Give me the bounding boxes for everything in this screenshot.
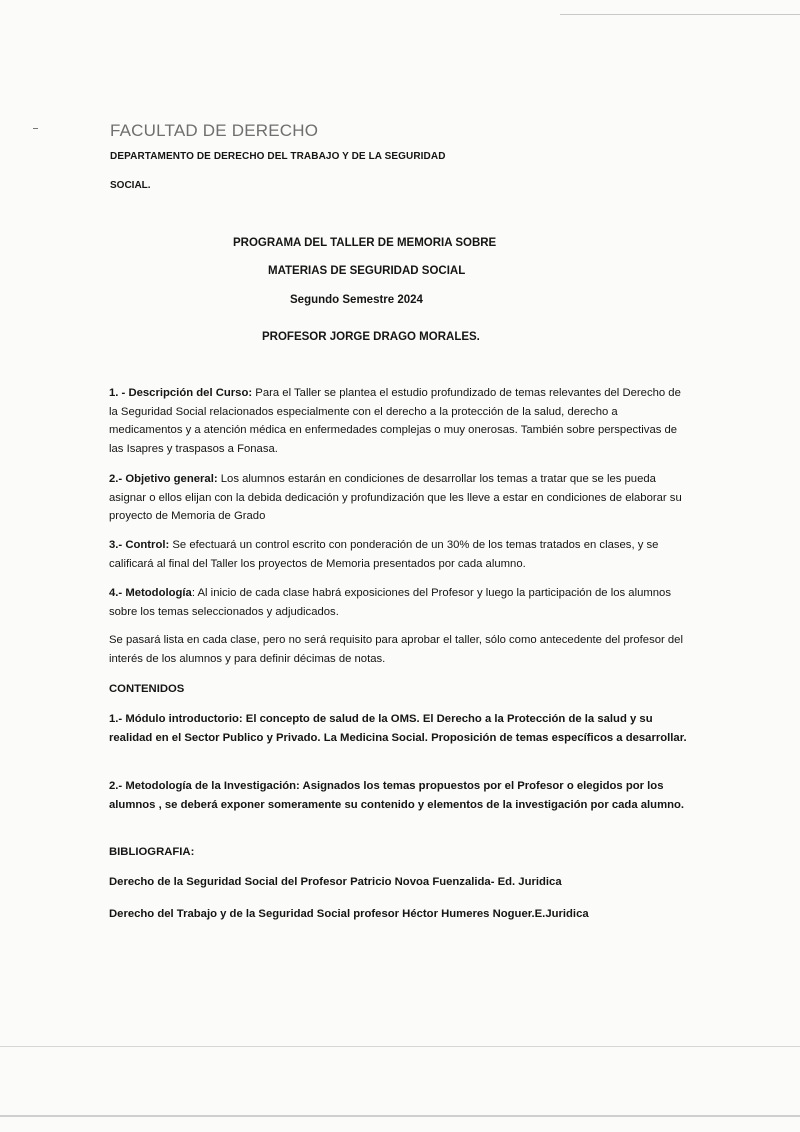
contenido-2: 2.- Metodología de la Investigación: Asignados los temas propuestos por el Profesor o elegidos por los alumnos , se deberá exponer someramente su contenido y elementos de la investigación por cada alumno. (109, 780, 685, 811)
faculty-name: FACULTAD DE DERECHO (110, 121, 319, 140)
section-text: Se efectuará un control escrito con ponderación de un 30% de los temas tratados en clases, y se calificará al final del Taller los proyectos de Memoria presentados por cada alumno. (109, 539, 659, 570)
scan-edge-line (560, 14, 800, 15)
scan-mark (33, 128, 38, 129)
section-text: Los alumnos estarán en condiciones de desarrollar los temas a tratar que se les pueda asignar o ellos elijan con la debida dedicación y profundización que les lleve a estar en condiciones de elaborar su proyecto de Memoria de Grado (109, 473, 682, 522)
section-descripcion (109, 384, 691, 458)
section-label: 4.- Metodología (109, 587, 192, 599)
section-text: : Al inicio de cada clase habrá exposiciones del Profesor y luego la participación de los alumnos sobre los temas seleccionados y adjudicados. (109, 587, 671, 618)
professor-name: PROFESOR JORGE DRAGO MORALES. (262, 331, 480, 343)
attendance-note: Se pasará lista en cada clase, pero no será requisito para aprobar el taller, sólo como antecedente del profesor del interés de los alumnos y para definir décimas de notas. (109, 634, 683, 665)
department-line-1: DEPARTAMENTO DE DERECHO DEL TRABAJO Y DE LA SEGURIDAD (110, 151, 446, 162)
program-title-line-2: MATERIAS DE SEGURIDAD SOCIAL (268, 265, 466, 277)
bibliography-entry-1: Derecho de la Seguridad Social del Profesor Patricio Novoa Fuenzalida- Ed. Juridica (109, 876, 562, 888)
section-metodologia (109, 584, 691, 621)
semester: Segundo Semestre 2024 (290, 294, 423, 306)
contenidos-heading: CONTENIDOS (109, 683, 185, 695)
scan-edge-line (0, 1115, 800, 1117)
section-label: 1. - Descripción del Curso: (109, 387, 253, 399)
section-objetivo (109, 470, 691, 526)
program-title-line-1: PROGRAMA DEL TALLER DE MEMORIA SOBRE (233, 237, 497, 249)
section-text: Para el Taller se plantea el estudio profundizado de temas relevantes del Derecho de la Seguridad Social relacionados especialmente con el derecho a la protección de la salud, derecho a medicamentos y a atención médica en enfermedades complejas o muy onerosas. También sobre perspectivas de las Isapres y traspasos a Fonasa. (109, 387, 681, 455)
contenido-1: 1.- Módulo introductorio: El concepto de salud de la OMS. El Derecho a la Protección de la salud y su realidad en el Sector Publico y Privado. La Medicina Social. Proposición de temas específicos a desarrollar. (109, 713, 687, 744)
bibliography-entry-2: Derecho del Trabajo y de la Seguridad Social profesor Héctor Humeres Noguer.E.Juridica (109, 908, 589, 920)
bibliografia-heading: BIBLIOGRAFIA: (109, 846, 195, 858)
section-label: 3.- Control: (109, 539, 170, 551)
department-line-2: SOCIAL. (110, 180, 151, 191)
section-control (109, 536, 691, 573)
section-label: 2.- Objetivo general: (109, 473, 218, 485)
scan-edge-line (0, 1046, 800, 1047)
